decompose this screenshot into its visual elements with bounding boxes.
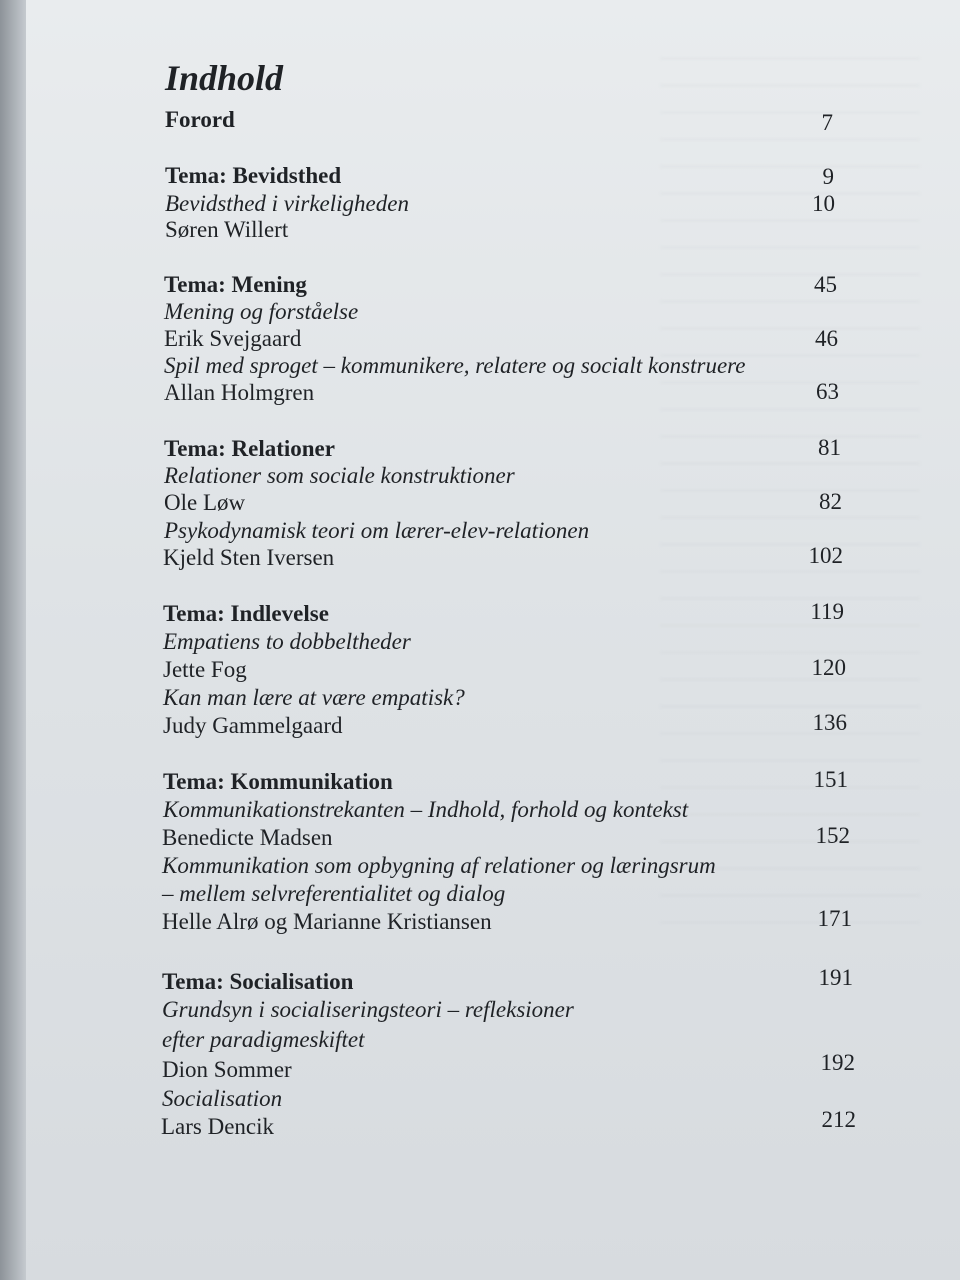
page-number: 81 xyxy=(818,435,841,460)
chapter-author: Judy Gammelgaard xyxy=(163,713,343,738)
chapter-title: Mening og forståelse xyxy=(164,299,359,324)
page-number: 102 xyxy=(808,543,843,568)
section-title: Tema: Indlevelse xyxy=(163,601,329,626)
chapter-author: Kjeld Sten Iversen xyxy=(163,545,335,570)
chapter-title: Grundsyn i socialiseringsteori – refleksioner xyxy=(162,997,574,1022)
page-number: 45 xyxy=(814,272,837,297)
page-number: 9 xyxy=(822,164,834,189)
section-title: Forord xyxy=(165,107,235,132)
page-number: 192 xyxy=(820,1050,855,1075)
chapter-title: Relationer som sociale konstruktioner xyxy=(164,463,515,488)
page-number: 119 xyxy=(810,599,844,624)
page-number: 191 xyxy=(818,965,853,990)
chapter-author: Allan Holmgren xyxy=(164,380,315,405)
page-number: 63 xyxy=(816,379,839,404)
page-number: 46 xyxy=(815,326,838,351)
chapter-title: – mellem selvreferentialitet og dialog xyxy=(162,881,506,906)
chapter-title: efter paradigmeskiftet xyxy=(162,1027,365,1052)
chapter-author: Jette Fog xyxy=(163,657,247,682)
chapter-title: Spil med sproget – kommunikere, relatere og socialt konstruere xyxy=(164,353,746,378)
section-title: Tema: Socialisation xyxy=(162,969,354,994)
page-number: 120 xyxy=(811,655,846,680)
section-title: Tema: Bevidsthed xyxy=(165,163,342,188)
chapter-title: Empatiens to dobbeltheder xyxy=(163,629,411,654)
page-number: 152 xyxy=(815,823,850,848)
section-title: Tema: Relationer xyxy=(164,436,335,461)
page-number: 171 xyxy=(817,906,852,931)
chapter-title: Bevidsthed i virkeligheden xyxy=(165,191,409,216)
chapter-title: Kommunikation som opbygning af relationer og læringsrum xyxy=(162,853,716,878)
chapter-author: Dion Sommer xyxy=(162,1057,292,1082)
chapter-author: Helle Alrø og Marianne Kristiansen xyxy=(162,909,492,934)
chapter-title: Kommunikationstrekanten – Indhold, forhold og kontekst xyxy=(163,797,689,822)
section-title: Tema: Kommunikation xyxy=(163,769,393,794)
section-title: Tema: Mening xyxy=(164,272,307,297)
page-number: 10 xyxy=(812,191,835,216)
chapter-author: Ole Løw xyxy=(164,490,246,515)
page-number: 82 xyxy=(819,489,842,514)
chapter-title: Psykodynamisk teori om lærer-elev-relationen xyxy=(164,518,590,543)
chapter-author: Søren Willert xyxy=(165,217,289,242)
chapter-title: Socialisation xyxy=(162,1086,283,1111)
contents-heading: Indhold xyxy=(165,58,284,98)
page-number: 212 xyxy=(821,1107,856,1132)
page-number: 151 xyxy=(813,767,848,792)
chapter-author: Lars Dencik xyxy=(161,1114,275,1139)
page-number: 7 xyxy=(821,110,833,135)
chapter-title: Kan man lære at være empatisk? xyxy=(163,685,465,710)
chapter-author: Erik Svejgaard xyxy=(164,326,302,351)
page-number: 136 xyxy=(812,710,847,735)
chapter-author: Benedicte Madsen xyxy=(162,825,333,850)
